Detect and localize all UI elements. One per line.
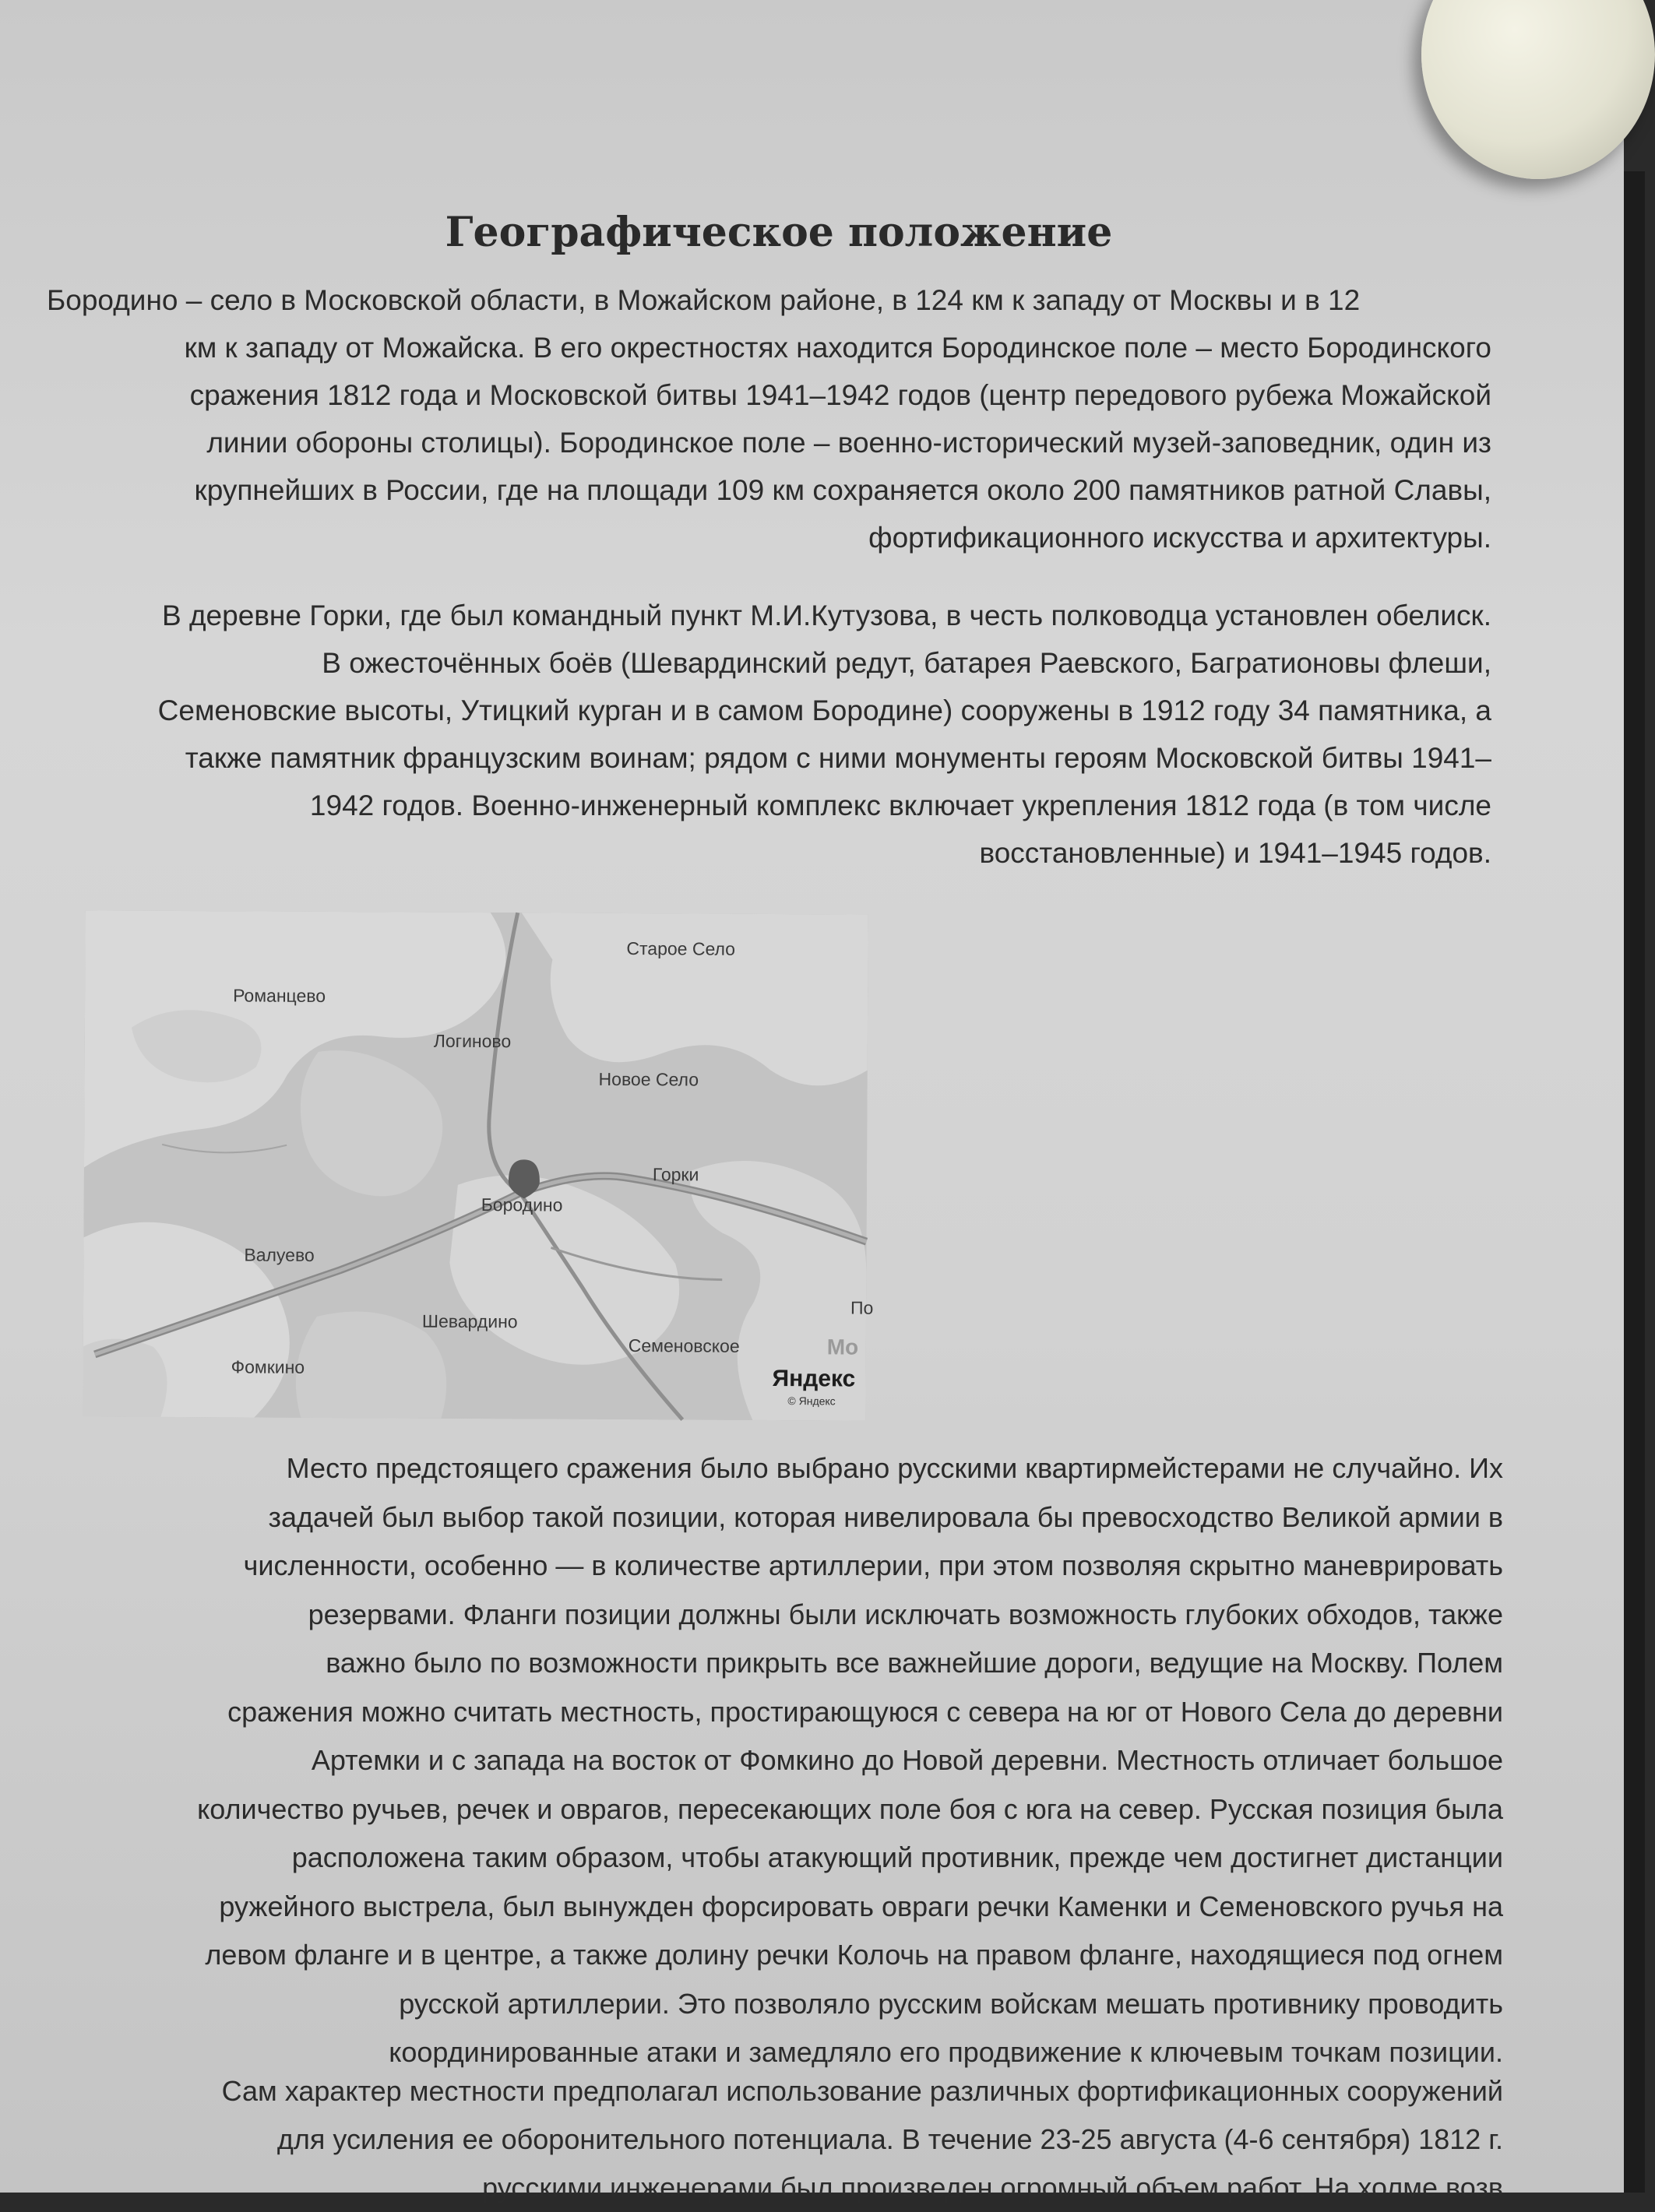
map-copyright: © Яндекс [787,1394,836,1408]
map-label: Логиново [433,1030,512,1052]
map-terrain [83,910,868,1420]
map-label: Новое Село [598,1068,699,1090]
text-line: расположена таким образом, чтобы атакующий противник, прежде чем достигнет дистанции [291,1841,1503,1873]
text-line: В ожесточённых боёв (Шевардинский редут, батарея Раевского, Багратионовы флеши, [322,647,1491,679]
paragraph-monuments [47,592,1491,877]
text-line: Бородино – село в Московской области, в Можайском районе, в 124 км к западу от Москвы и в 12 [47,284,1361,316]
text-line: важно было по возможности прикрыть все важнейшие дороги, ведущие на Москву. Полем [326,1647,1503,1679]
paragraph-battle-position [117,1444,1503,2077]
text-line: Семеновские высоты, Утицкий курган и в самом Бородине) сооружены в 1912 году 34 памятника, а [157,695,1491,726]
text-line: ружейного выстрела, был вынужден форсировать овраги речки Каменки и Семеновского ручья на [219,1890,1503,1922]
text-line: 1942 годов. Военно-инженерный комплекс включает укрепления 1812 года (в том числе [309,789,1491,821]
borodino-map [83,910,874,1420]
text-line: левом фланге и в центре, а также долину речки Колочь на правом фланге, находящиеся под огнем [205,1939,1503,1971]
text-line: также памятник французским воинам; рядом с ними монументы героям Московской битвы 1941– [185,742,1491,774]
map-label: Семеновское [628,1335,740,1356]
map-label: Мо [826,1335,859,1359]
text-line: Артемки и с запада на восток от Фомкино до Новой деревни. Местность отличает большое [311,1744,1503,1776]
map-label: Валуево [244,1244,315,1265]
text-line: В деревне Горки, где был командный пункт М.И.Кутузова, в честь полководца установлен обелиск. [161,600,1491,631]
map-label: Горки [652,1164,699,1185]
pushpin [1421,0,1655,179]
paragraph-fortifications [117,2067,1503,2212]
background-edge [1624,171,1645,2193]
map-label: Шевардино [421,1310,518,1332]
text-line: численности, особенно — в количестве артиллерии, при этом позволяя скрытно маневрировать [243,1549,1503,1581]
text-line: русскими инженерами был произведен огромный объем работ. На холме возв [482,2172,1503,2203]
page-title: Географическое положение [445,209,1113,256]
text-line: линии обороны столицы). Бородинское поле – военно-исторический музей-заповедник, один из [206,427,1491,459]
text-line: резервами. Фланги позиции должны были исключать возможность глубоких обходов, также [308,1598,1503,1630]
text-line: крупнейших в России, где на площади 109 км сохраняется около 200 памятников ратной Славы, [194,474,1491,506]
text-line: фортификационного искусства и архитектуры. [868,522,1491,554]
paragraph-geography [47,276,1491,561]
text-line: русской артиллерии. Это позволяло русским войскам мешать противнику проводить [399,1987,1503,2020]
text-line: количество ручьев, речек и оврагов, пересекающих поле боя с юга на север. Русская позиция была [197,1792,1503,1825]
yandex-logo: Яндекс [772,1365,856,1392]
map-label: Фомкино [231,1356,305,1377]
map-label: Романцево [233,985,326,1006]
text-line: сражения можно считать местность, простирающуюся с севера на юг от Нового Села до деревни [227,1695,1503,1728]
text-line: сражения 1812 года и Московской битвы 1941–1942 годов (центр передового рубежа Можайской [189,379,1491,411]
map-label: По [850,1297,874,1318]
text-line: координированные атаки и замедляло его продвижение к ключевым точкам позиции. [389,2036,1503,2068]
map-label: Старое Село [626,938,736,959]
map-label: Бородино [481,1194,563,1215]
text-line: для усиления ее оборонительного потенциала. В течение 23-25 августа (4-6 сентября) 1812 г. [276,2123,1503,2155]
text-line: км к западу от Можайска. В его окрестностях находится Бородинское поле – место Бородинского [184,332,1491,364]
text-line: Место предстоящего сражения было выбрано русскими квартирмейстерами не случайно. Их [286,1452,1503,1484]
text-line: восстановленные) и 1941–1945 годов. [979,837,1491,869]
text-line: задачей был выбор такой позиции, которая нивелировала бы превосходство Великой армии в [268,1500,1503,1533]
text-line: Сам характер местности предполагал использование различных фортификационных сооружений [221,2075,1503,2107]
